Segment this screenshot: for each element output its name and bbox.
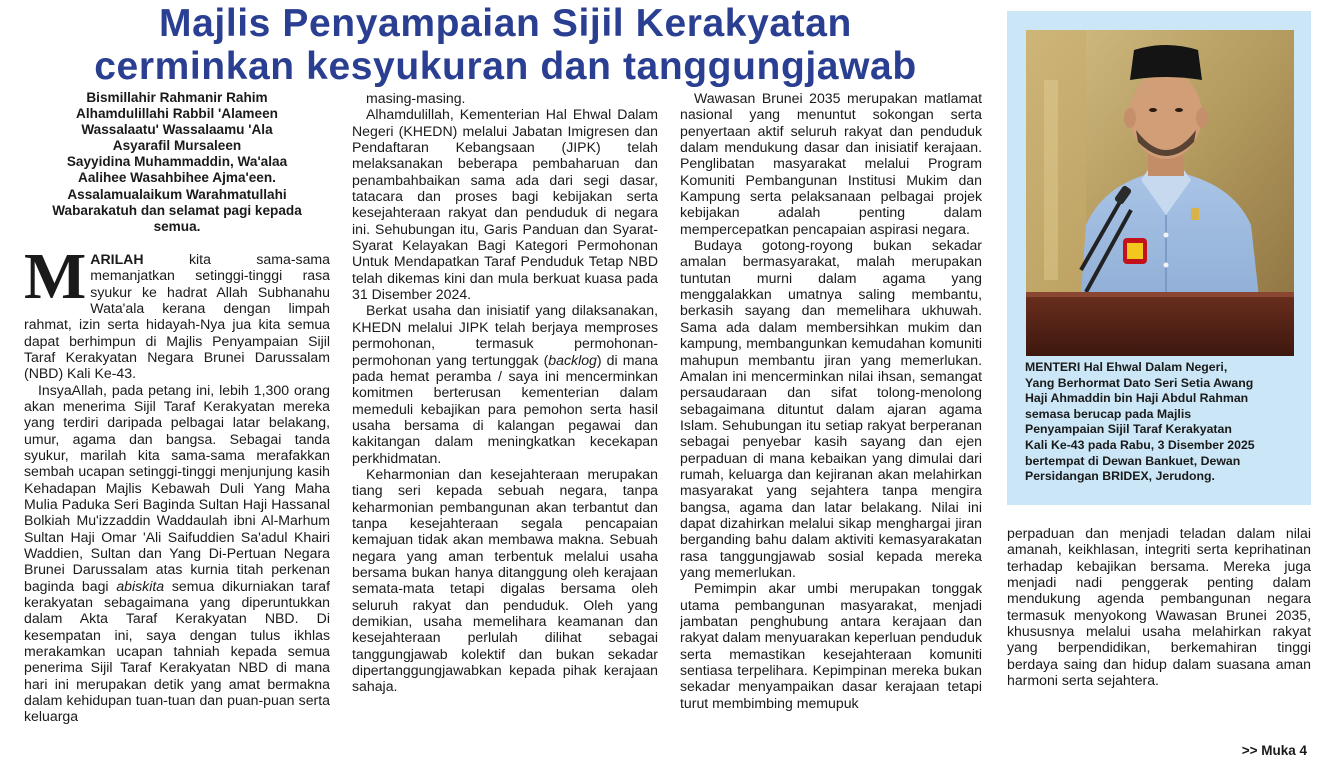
paragraph-text: InsyaAllah, pada petang ini, lebih 1,300 orang akan menerima Sijil Taraf Kerakyatan mereka yang terdiri daripada pelbagai latar belakang, umur, agama dan bangsa. Sebagai tanda syukur, marilah kita sama-sama merafakkan sembah ucapan setinggi-tinggi menjunjung kasih Kehadapan Majlis Kebawah Duli Yang Maha Mulia Paduka Seri Baginda Sultan Haji Hassanal Bolkiah Mu'izzaddin Waddaulah ibni Al-Marhum Sultan Haji Omar 'Ali Saifuddien Sa'adul Khairi Waddien, Sultan dan Yang Di-Pertuan Negara Brunei Darussalam atas kurnia titah perkenan baginda bagi	[24, 381, 330, 594]
salutation-line: Aalihee Wasahbihee Ajma'een.	[78, 170, 276, 186]
italic-term: abiskita	[116, 577, 165, 594]
paragraph	[24, 382, 330, 725]
salutation-line: semua.	[153, 218, 201, 234]
salutation-line: Asyarafil Mursaleen	[112, 138, 242, 154]
paragraph-text: kita sama-sama memanjatkan setinggi-tinggi rasa syukur ke hadrat Allah Subhanahu Wata'ala kerana dengan limpah rahmat, izin serta hidayah-Nya jua kita semua dapat berhimpun di Majlis Penyampaian Sijil Taraf Kerakyatan Negara Brunei Darussalam (NBD) Kali Ke-43.	[24, 250, 330, 382]
salutation-line: Bismillahir Rahmanir Rahim	[86, 90, 268, 105]
article-column-1	[24, 90, 330, 766]
paragraph: perpaduan dan menjadi teladan dalam nilai amanah, keikhlasan, integriti serta keprihatinan terhadap kebajikan bersama. Mereka juga menjadi nadi penggerak penting dalam mendukung agenda pembangunan negara termasuk menyokong Wawasan Brunei 2035, khususnya melalui usaha melahirkan rakyat yang berpendidikan, berkemahiran tinggi berdaya saing dan hidup dalam suasana aman harmoni serta sejahtera.	[1007, 525, 1311, 689]
headline-line-1: Majlis Penyampaian Sijil Kerakyatan	[159, 2, 852, 45]
headline-line-2: cerminkan kesyukuran dan tanggungjawab	[94, 45, 917, 88]
paragraph: masing-masing.	[366, 90, 466, 106]
drop-cap: M	[24, 239, 87, 313]
first-word: ARILAH	[90, 250, 144, 267]
paragraph-text: semua dikurniakan taraf kerakyatan sebagaimana yang diperuntukkan dalam Akta Taraf Kerakyatan NBD. Di kesempatan ini, saya dengan tulus ikhlas merakamkan ucapan tahniah kepada semua penerima Sijil Taraf Kerakyatan NBD di mana hari ini merupakan detik yang amat bermakna dalam kehidupan tuan-tuan dan puan-puan serta keluarga	[24, 577, 330, 725]
article-column-4	[1007, 525, 1311, 725]
photo-box	[1007, 11, 1311, 505]
paragraph-text: ) di mana pada hemat peramba / saya ini mencerminkan komitmen berterusan kementerian dalam memeduli kebajikan para pemohon serta hasil usaha bersama di kalangan pegawai dan kakitangan dalam meningkatkan kecekapan perkhidmatan.	[352, 351, 658, 466]
article-column-3	[680, 90, 982, 766]
salutation-line: Assalamualaikum Warahmatullahi	[67, 186, 287, 202]
paragraph: Keharmonian dan kesejahteraan merupakan tiang seri kepada sebuah negara, tanpa keharmonian pembangunan akan terbantut dan tanpa kesejahteraan segala pencapaian kemajuan tidak akan membawa makna. Sebuah negara yang aman terbentuk melalui usaha bersama bukan hanya ditanggung oleh kerajaan semata-mata tetapi digalas bersama oleh seluruh rakyat dan penduduk. Oleh yang demikian, usaha memelihara keamanan dan kesejahteraan perlulah dilihat sebagai tanggungjawab kolektif dan bukan sekadar dipertanggungjawabkan kepada pihak kerajaan sahaja.	[352, 465, 658, 695]
salutation	[24, 90, 330, 235]
photo-caption	[1025, 360, 1293, 485]
caption-line: Yang Berhormat Dato Seri Setia Awang	[1025, 375, 1254, 390]
paragraph	[352, 302, 658, 465]
minister-photo	[1026, 30, 1294, 356]
salutation-line: Sayyidina Muhammaddin, Wa'alaa	[66, 154, 288, 170]
headline	[18, 2, 993, 88]
caption-line: MENTERI Hal Ehwal Dalam Negeri,	[1025, 360, 1228, 374]
paragraph: Pemimpin akar umbi merupakan tonggak utama pembangunan masyarakat, menjadi jambatan penghubung antara kerajaan dan rakyat dalam menyuarakan keperluan penduduk serta memastikan kesejahteraan komuniti sentiasa terpelihara. Kepimpinan mereka bukan sekadar menyampaikan dasar kerajaan tetapi turut membimbing memupuk	[680, 580, 982, 711]
caption-line: Haji Ahmaddin bin Haji Abdul Rahman	[1025, 391, 1249, 406]
caption-line: Penyampaian Sijil Taraf Kerakyatan	[1025, 422, 1232, 437]
paragraph: Wawasan Brunei 2035 merupakan matlamat nasional yang menuntut sokongan serta penyertaan aktif seluruh rakyat dan penduduk dalam mendukung dasar dan inisiatif kerajaan. Penglibatan masyarakat melalui Program Komuniti Pembangunan Institusi Mukim dan Kampung serta pelaksanaan pelbagai projek kebijakan adalah penting dalam mempercepatkan pencapaian aspirasi negara.	[680, 90, 982, 237]
paragraph-text: Berkat usaha dan inisiatif yang dilaksanakan, KHEDN melalui JIPK telah berjaya memproses permohonan, termasuk permohonan-permohonan yang tertunggak (	[352, 302, 658, 368]
caption-line: Persidangan BRIDEX, Jerudong.	[1025, 469, 1215, 484]
caption-line: bertempat di Dewan Bankuet, Dewan	[1025, 453, 1241, 468]
caption-line: semasa berucap pada Majlis	[1025, 406, 1192, 421]
salutation-line: Wassalaatu' Wassalaamu 'Ala	[81, 122, 273, 138]
caption-line: Kali Ke-43 pada Rabu, 3 Disember 2025	[1025, 437, 1255, 452]
paragraph	[24, 239, 330, 382]
salutation-line: Wabarakatuh dan selamat pagi kepada	[52, 202, 302, 218]
paragraph: Alhamdulillah, Kementerian Hal Ehwal Dalam Negeri (KHEDN) melalui Jabatan Imigresen dan Pendaftaran Kebangsaan (JIPK) telah melaksanakan beberapa pembaharuan dan penambahbaikan sama ada dari segi dasar, tatacara dan proses bagi kebijakan serta kesejahteraan rakyat dan penduduk di negara ini. Sehubungan itu, Garis Panduan dan Syarat-Syarat Kelayakan Bagi Kategori Permohonan Untuk Mendapatkan Taraf Penduduk Tetap NBD telah dikemas kini dan mula berkuat kuasa pada 31 Disember 2024.	[352, 106, 658, 303]
continued-link[interactable]: >> Muka 4	[1241, 743, 1307, 758]
article-column-2	[352, 90, 658, 766]
italic-term: backlog	[548, 351, 597, 368]
paragraph: Budaya gotong-royong bukan sekadar amalan bermasyarakat, malah merupakan tuntutan murni dalam agama yang menggalakkan umatnya saling membantu, berkasih sayang dan memelihara ukhuwah. Sama ada dalam membersihkan mukim dan kampung, membangunkan kemudahan komuniti mahupun membantu jiran yang memerlukan. Amalan ini mencerminkan nilai ihsan, semangat persaudaraan dan sifat tolong-menolong sebagaimana dituntut dalam ajaran agama Islam. Sehubungan itu setiap rakyat berperanan sebagai penyebar kasih sayang dan ejen perpaduan di mana kebaikan yang dimulai dari rumah, keluarga dan kejiranan akan melahirkan masyarakat yang sejahtera tanpa mengira bangsa, agama dan latar belakang. Nilai ini dapat dizahirkan melalui sikap menghargai jiran berganding bahu dalam aktiviti kemasyarakatan rasa tanggungjawab sosial kepada mereka yang memerlukan.	[680, 237, 982, 580]
salutation-line: Alhamdulillahi Rabbil 'Alameen	[76, 106, 278, 122]
